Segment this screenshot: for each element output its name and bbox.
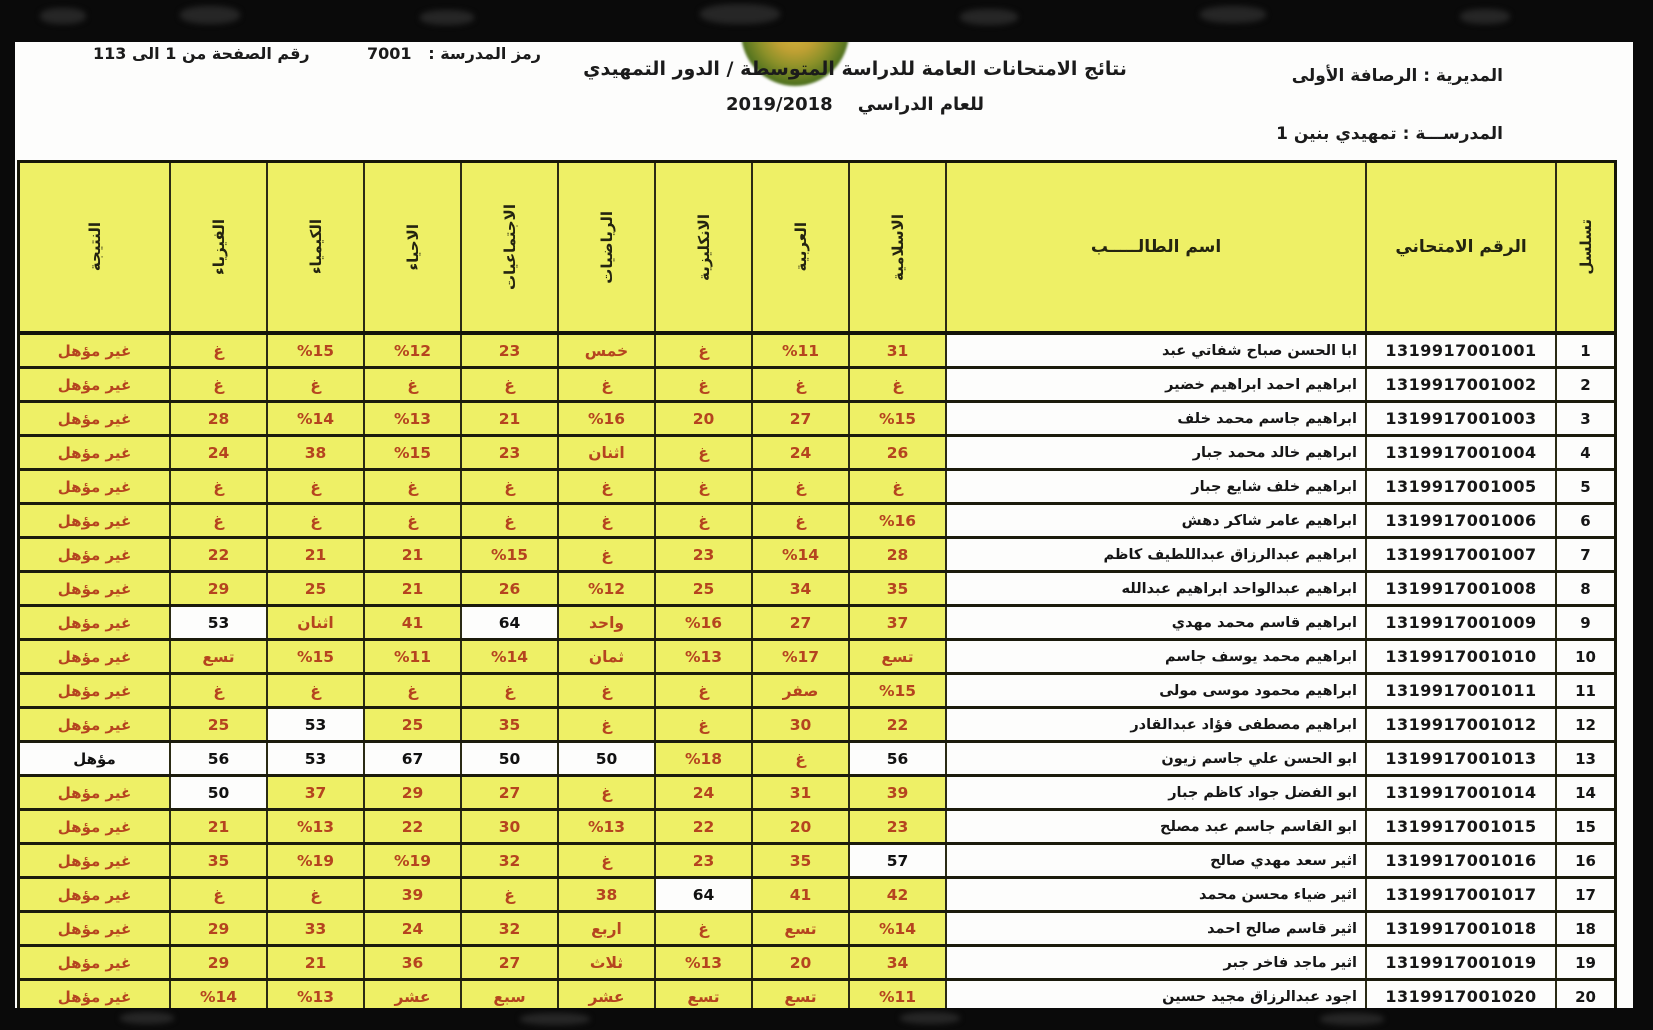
serial-cell: 12 bbox=[1557, 709, 1614, 740]
exam-number-cell: 1319917001003 bbox=[1367, 403, 1557, 434]
serial-cell: 10 bbox=[1557, 641, 1614, 672]
grade-cell-chemistry: 53 bbox=[268, 743, 365, 774]
grade-cell-physics: 21 bbox=[171, 811, 268, 842]
exam-number-cell: 1319917001018 bbox=[1367, 913, 1557, 944]
student-name-cell: ابو الحسن علي جاسم زيون bbox=[947, 743, 1367, 774]
grade-cell-arabic: تسع bbox=[753, 981, 850, 1008]
grade-cell-arabic: 34 bbox=[753, 573, 850, 604]
grade-cell-social: غ bbox=[462, 879, 559, 910]
student-name-cell: اثير سعد مهدي صالح bbox=[947, 845, 1367, 876]
exam-number-cell: 1319917001005 bbox=[1367, 471, 1557, 502]
table-row bbox=[20, 811, 1614, 845]
grade-cell-biology: غ bbox=[365, 675, 462, 706]
serial-cell: 5 bbox=[1557, 471, 1614, 502]
grade-cell-chemistry: غ bbox=[268, 675, 365, 706]
student-name-cell: ابراهيم عبدالواحد ابراهيم عبدالله bbox=[947, 573, 1367, 604]
result-cell: غير مؤهل bbox=[20, 811, 171, 842]
grade-cell-islamic: 28 bbox=[850, 539, 947, 570]
grade-cell-social: 64 bbox=[462, 607, 559, 638]
grade-cell-islamic: 42 bbox=[850, 879, 947, 910]
grade-cell-social: 50 bbox=[462, 743, 559, 774]
table-row bbox=[20, 437, 1614, 471]
exam-number-cell: 1319917001010 bbox=[1367, 641, 1557, 672]
table-row bbox=[20, 913, 1614, 947]
grade-cell-social: 21 bbox=[462, 403, 559, 434]
grade-cell-physics: 56 bbox=[171, 743, 268, 774]
result-cell: غير مؤهل bbox=[20, 437, 171, 468]
grade-cell-chemistry: %13 bbox=[268, 981, 365, 1008]
serial-cell: 6 bbox=[1557, 505, 1614, 536]
header-exam-number: الرقم الامتحاني bbox=[1367, 163, 1557, 331]
grade-cell-math: غ bbox=[559, 845, 656, 876]
result-cell: غير مؤهل bbox=[20, 539, 171, 570]
academic-year-value: 2019/2018 bbox=[725, 94, 833, 115]
page-title: نتائج الامتحانات العامة للدراسة المتوسطة / الدور التمهيدي bbox=[583, 58, 1127, 80]
grade-cell-islamic: 39 bbox=[850, 777, 947, 808]
header-subject-biology: الاحياء bbox=[365, 163, 462, 331]
grade-cell-physics: 53 bbox=[171, 607, 268, 638]
result-cell: غير مؤهل bbox=[20, 471, 171, 502]
result-cell: غير مؤهل bbox=[20, 981, 171, 1008]
grade-cell-arabic: 20 bbox=[753, 947, 850, 978]
result-cell: غير مؤهل bbox=[20, 607, 171, 638]
serial-cell: 20 bbox=[1557, 981, 1614, 1008]
grade-cell-physics: غ bbox=[171, 505, 268, 536]
student-name-cell: ابراهيم احمد ابراهيم خضير bbox=[947, 369, 1367, 400]
grade-cell-math: اربع bbox=[559, 913, 656, 944]
exam-number-cell: 1319917001004 bbox=[1367, 437, 1557, 468]
grade-cell-biology: 67 bbox=[365, 743, 462, 774]
header-subject-arabic: العربية bbox=[753, 163, 850, 331]
table-row bbox=[20, 845, 1614, 879]
grade-cell-islamic: 26 bbox=[850, 437, 947, 468]
grade-cell-islamic: غ bbox=[850, 369, 947, 400]
grade-cell-english: غ bbox=[656, 437, 753, 468]
grade-cell-physics: غ bbox=[171, 369, 268, 400]
table-row bbox=[20, 981, 1614, 1008]
grade-cell-biology: 21 bbox=[365, 539, 462, 570]
serial-cell: 18 bbox=[1557, 913, 1614, 944]
table-row bbox=[20, 369, 1614, 403]
grade-cell-social: 23 bbox=[462, 335, 559, 366]
grade-cell-chemistry: 25 bbox=[268, 573, 365, 604]
grade-cell-math: غ bbox=[559, 471, 656, 502]
result-cell: غير مؤهل bbox=[20, 403, 171, 434]
grade-cell-islamic: 31 bbox=[850, 335, 947, 366]
student-name-cell: ابراهيم عبدالرزاق عبداللطيف كاظم bbox=[947, 539, 1367, 570]
grade-cell-social: 32 bbox=[462, 845, 559, 876]
grade-cell-islamic: %15 bbox=[850, 675, 947, 706]
grade-cell-english: 20 bbox=[656, 403, 753, 434]
table-row bbox=[20, 743, 1614, 777]
grade-cell-math: غ bbox=[559, 369, 656, 400]
header-result: النتيجة bbox=[20, 163, 171, 331]
page-number-text: رقم الصفحة من 1 الى 113 bbox=[93, 44, 310, 63]
grade-cell-english: %13 bbox=[656, 947, 753, 978]
student-name-cell: ابراهيم محمود موسى مولى bbox=[947, 675, 1367, 706]
grade-cell-social: 32 bbox=[462, 913, 559, 944]
grade-cell-math: ثلاث bbox=[559, 947, 656, 978]
results-page bbox=[15, 42, 1633, 1008]
grade-cell-islamic: %16 bbox=[850, 505, 947, 536]
grade-cell-biology: %12 bbox=[365, 335, 462, 366]
header-subject-physics: الفيزياء bbox=[171, 163, 268, 331]
grade-cell-arabic: 24 bbox=[753, 437, 850, 468]
serial-cell: 2 bbox=[1557, 369, 1614, 400]
grade-cell-chemistry: غ bbox=[268, 369, 365, 400]
exam-number-cell: 1319917001001 bbox=[1367, 335, 1557, 366]
grade-cell-english: غ bbox=[656, 471, 753, 502]
student-name-cell: ابراهيم محمد يوسف جاسم bbox=[947, 641, 1367, 672]
grade-cell-biology: %15 bbox=[365, 437, 462, 468]
grade-cell-social: %14 bbox=[462, 641, 559, 672]
grade-cell-physics: 35 bbox=[171, 845, 268, 876]
table-row bbox=[20, 709, 1614, 743]
table-row bbox=[20, 879, 1614, 913]
grade-cell-arabic: %17 bbox=[753, 641, 850, 672]
grade-cell-biology: 41 bbox=[365, 607, 462, 638]
student-name-cell: ابراهيم قاسم محمد مهدي bbox=[947, 607, 1367, 638]
grade-cell-english: غ bbox=[656, 369, 753, 400]
grade-cell-arabic: غ bbox=[753, 369, 850, 400]
student-name-cell: ابراهيم مصطفى فؤاد عبدالقادر bbox=[947, 709, 1367, 740]
grade-cell-biology: 39 bbox=[365, 879, 462, 910]
grade-cell-math: %12 bbox=[559, 573, 656, 604]
grade-cell-chemistry: اثنان bbox=[268, 607, 365, 638]
grade-cell-social: 27 bbox=[462, 777, 559, 808]
grade-cell-biology: 21 bbox=[365, 573, 462, 604]
serial-cell: 9 bbox=[1557, 607, 1614, 638]
result-cell: غير مؤهل bbox=[20, 573, 171, 604]
grade-cell-social: 30 bbox=[462, 811, 559, 842]
grade-cell-chemistry: غ bbox=[268, 505, 365, 536]
grade-cell-chemistry: غ bbox=[268, 879, 365, 910]
grade-cell-islamic: تسع bbox=[850, 641, 947, 672]
grade-cell-biology: %19 bbox=[365, 845, 462, 876]
table-row bbox=[20, 607, 1614, 641]
school-code-label: رمز المدرسة : bbox=[428, 44, 541, 63]
serial-cell: 8 bbox=[1557, 573, 1614, 604]
exam-number-cell: 1319917001009 bbox=[1367, 607, 1557, 638]
grade-cell-chemistry: 37 bbox=[268, 777, 365, 808]
grade-cell-physics: %14 bbox=[171, 981, 268, 1008]
grade-cell-english: 22 bbox=[656, 811, 753, 842]
grade-cell-chemistry: %13 bbox=[268, 811, 365, 842]
exam-number-cell: 1319917001020 bbox=[1367, 981, 1557, 1008]
grade-cell-biology: عشر bbox=[365, 981, 462, 1008]
header-subject-math: الرياضيات bbox=[559, 163, 656, 331]
grade-cell-biology: %11 bbox=[365, 641, 462, 672]
grade-cell-math: 50 bbox=[559, 743, 656, 774]
grade-cell-islamic: 35 bbox=[850, 573, 947, 604]
header-subject-english: الانكليزية bbox=[656, 163, 753, 331]
exam-number-cell: 1319917001014 bbox=[1367, 777, 1557, 808]
header-student-name: اسم الطالـــــب bbox=[947, 163, 1367, 331]
results-table bbox=[17, 160, 1617, 1008]
result-cell: غير مؤهل bbox=[20, 505, 171, 536]
grade-cell-math: %16 bbox=[559, 403, 656, 434]
grade-cell-english: %18 bbox=[656, 743, 753, 774]
table-row bbox=[20, 471, 1614, 505]
grade-cell-islamic: %11 bbox=[850, 981, 947, 1008]
grade-cell-math: خمس bbox=[559, 335, 656, 366]
academic-year-line bbox=[535, 94, 1175, 115]
grade-cell-arabic: 27 bbox=[753, 403, 850, 434]
serial-cell: 13 bbox=[1557, 743, 1614, 774]
result-cell: غير مؤهل bbox=[20, 845, 171, 876]
grade-cell-biology: 29 bbox=[365, 777, 462, 808]
exam-number-cell: 1319917001013 bbox=[1367, 743, 1557, 774]
grade-cell-english: %16 bbox=[656, 607, 753, 638]
table-row bbox=[20, 947, 1614, 981]
grade-cell-biology: 24 bbox=[365, 913, 462, 944]
exam-number-cell: 1319917001006 bbox=[1367, 505, 1557, 536]
result-cell: مؤهل bbox=[20, 743, 171, 774]
grade-cell-social: 35 bbox=[462, 709, 559, 740]
grade-cell-english: 64 bbox=[656, 879, 753, 910]
grade-cell-math: 38 bbox=[559, 879, 656, 910]
grade-cell-math: اثنان bbox=[559, 437, 656, 468]
grade-cell-arabic: 31 bbox=[753, 777, 850, 808]
grade-cell-english: 23 bbox=[656, 539, 753, 570]
grade-cell-math: عشر bbox=[559, 981, 656, 1008]
grade-cell-arabic: 41 bbox=[753, 879, 850, 910]
grade-cell-islamic: 37 bbox=[850, 607, 947, 638]
table-row bbox=[20, 335, 1614, 369]
student-name-cell: ابراهيم عامر شاكر دهش bbox=[947, 505, 1367, 536]
result-cell: غير مؤهل bbox=[20, 879, 171, 910]
grade-cell-english: غ bbox=[656, 913, 753, 944]
grade-cell-arabic: 35 bbox=[753, 845, 850, 876]
grade-cell-biology: 25 bbox=[365, 709, 462, 740]
grade-cell-social: سبع bbox=[462, 981, 559, 1008]
serial-cell: 1 bbox=[1557, 335, 1614, 366]
grade-cell-islamic: 22 bbox=[850, 709, 947, 740]
school-code bbox=[367, 44, 541, 63]
result-cell: غير مؤهل bbox=[20, 369, 171, 400]
grade-cell-math: غ bbox=[559, 539, 656, 570]
student-name-cell: اثير ضياء محسن محمد bbox=[947, 879, 1367, 910]
grade-cell-math: غ bbox=[559, 777, 656, 808]
grade-cell-social: 23 bbox=[462, 437, 559, 468]
grade-cell-math: غ bbox=[559, 709, 656, 740]
grade-cell-islamic: %14 bbox=[850, 913, 947, 944]
grade-cell-physics: 24 bbox=[171, 437, 268, 468]
grade-cell-biology: غ bbox=[365, 471, 462, 502]
serial-cell: 16 bbox=[1557, 845, 1614, 876]
grade-cell-social: 27 bbox=[462, 947, 559, 978]
serial-cell: 19 bbox=[1557, 947, 1614, 978]
serial-cell: 15 bbox=[1557, 811, 1614, 842]
grade-cell-social: غ bbox=[462, 471, 559, 502]
result-cell: غير مؤهل bbox=[20, 675, 171, 706]
grade-cell-math: %13 bbox=[559, 811, 656, 842]
grade-cell-chemistry: غ bbox=[268, 471, 365, 502]
student-name-cell: ابو الفضل جواد كاظم جبار bbox=[947, 777, 1367, 808]
grade-cell-english: غ bbox=[656, 505, 753, 536]
grade-cell-english: 25 bbox=[656, 573, 753, 604]
school-code-value: 7001 bbox=[367, 44, 412, 63]
grade-cell-arabic: 20 bbox=[753, 811, 850, 842]
grade-cell-math: ثمان bbox=[559, 641, 656, 672]
directorate-line: المديرية : الرصافة الأولى bbox=[1291, 66, 1503, 86]
grade-cell-math: غ bbox=[559, 505, 656, 536]
result-cell: غير مؤهل bbox=[20, 641, 171, 672]
header-subject-islamic: الاسلامية bbox=[850, 163, 947, 331]
result-cell: غير مؤهل bbox=[20, 913, 171, 944]
grade-cell-arabic: غ bbox=[753, 471, 850, 502]
exam-number-cell: 1319917001007 bbox=[1367, 539, 1557, 570]
grade-cell-arabic: تسع bbox=[753, 913, 850, 944]
academic-year-label: للعام الدراسي bbox=[857, 94, 985, 115]
grade-cell-chemistry: 53 bbox=[268, 709, 365, 740]
header-serial: تسلسل bbox=[1557, 163, 1614, 331]
grade-cell-english: غ bbox=[656, 709, 753, 740]
grade-cell-chemistry: 21 bbox=[268, 539, 365, 570]
result-cell: غير مؤهل bbox=[20, 777, 171, 808]
grade-cell-arabic: 30 bbox=[753, 709, 850, 740]
grade-cell-social: %15 bbox=[462, 539, 559, 570]
grade-cell-physics: غ bbox=[171, 879, 268, 910]
grade-cell-physics: غ bbox=[171, 471, 268, 502]
student-name-cell: ابراهيم خلف شايع جبار bbox=[947, 471, 1367, 502]
grade-cell-social: غ bbox=[462, 675, 559, 706]
grade-cell-social: غ bbox=[462, 505, 559, 536]
exam-number-cell: 1319917001019 bbox=[1367, 947, 1557, 978]
exam-number-cell: 1319917001016 bbox=[1367, 845, 1557, 876]
student-name-cell: اثير قاسم صالح احمد bbox=[947, 913, 1367, 944]
grade-cell-physics: 29 bbox=[171, 913, 268, 944]
grade-cell-english: غ bbox=[656, 675, 753, 706]
serial-cell: 3 bbox=[1557, 403, 1614, 434]
grade-cell-physics: 22 bbox=[171, 539, 268, 570]
table-row bbox=[20, 573, 1614, 607]
grade-cell-english: 23 bbox=[656, 845, 753, 876]
table-row bbox=[20, 505, 1614, 539]
table-header-row bbox=[20, 163, 1614, 335]
serial-cell: 17 bbox=[1557, 879, 1614, 910]
grade-cell-islamic: 56 bbox=[850, 743, 947, 774]
result-cell: غير مؤهل bbox=[20, 335, 171, 366]
grade-cell-chemistry: 21 bbox=[268, 947, 365, 978]
grade-cell-physics: 50 bbox=[171, 777, 268, 808]
grade-cell-physics: غ bbox=[171, 335, 268, 366]
grade-cell-islamic: 57 bbox=[850, 845, 947, 876]
student-name-cell: ابا الحسن صباح شفاتي عبد bbox=[947, 335, 1367, 366]
grade-cell-math: واحد bbox=[559, 607, 656, 638]
grade-cell-physics: 29 bbox=[171, 573, 268, 604]
grade-cell-chemistry: 38 bbox=[268, 437, 365, 468]
student-name-cell: اثير ماجد فاخر جبر bbox=[947, 947, 1367, 978]
grade-cell-chemistry: %19 bbox=[268, 845, 365, 876]
serial-cell: 11 bbox=[1557, 675, 1614, 706]
grade-cell-social: غ bbox=[462, 369, 559, 400]
grade-cell-math: غ bbox=[559, 675, 656, 706]
result-cell: غير مؤهل bbox=[20, 709, 171, 740]
grade-cell-chemistry: %15 bbox=[268, 335, 365, 366]
grade-cell-arabic: 27 bbox=[753, 607, 850, 638]
student-name-cell: اجود عبدالرزاق مجيد حسين bbox=[947, 981, 1367, 1008]
exam-number-cell: 1319917001008 bbox=[1367, 573, 1557, 604]
exam-number-cell: 1319917001017 bbox=[1367, 879, 1557, 910]
grade-cell-biology: 22 bbox=[365, 811, 462, 842]
grade-cell-islamic: 34 bbox=[850, 947, 947, 978]
table-row bbox=[20, 675, 1614, 709]
grade-cell-biology: %13 bbox=[365, 403, 462, 434]
grade-cell-chemistry: %14 bbox=[268, 403, 365, 434]
grade-cell-physics: غ bbox=[171, 675, 268, 706]
grade-cell-islamic: %15 bbox=[850, 403, 947, 434]
grade-cell-arabic: غ bbox=[753, 743, 850, 774]
grade-cell-physics: تسع bbox=[171, 641, 268, 672]
grade-cell-english: %13 bbox=[656, 641, 753, 672]
grade-cell-arabic: %14 bbox=[753, 539, 850, 570]
exam-number-cell: 1319917001015 bbox=[1367, 811, 1557, 842]
grade-cell-arabic: غ bbox=[753, 505, 850, 536]
grade-cell-biology: غ bbox=[365, 505, 462, 536]
exam-number-cell: 1319917001012 bbox=[1367, 709, 1557, 740]
header-subject-chemistry: الكيمياء bbox=[268, 163, 365, 331]
exam-number-cell: 1319917001002 bbox=[1367, 369, 1557, 400]
student-name-cell: ابو القاسم جاسم عبد مصلح bbox=[947, 811, 1367, 842]
grade-cell-english: 24 bbox=[656, 777, 753, 808]
grade-cell-biology: غ bbox=[365, 369, 462, 400]
grade-cell-physics: 29 bbox=[171, 947, 268, 978]
student-name-cell: ابراهيم خالد محمد جبار bbox=[947, 437, 1367, 468]
grade-cell-biology: 36 bbox=[365, 947, 462, 978]
table-row bbox=[20, 539, 1614, 573]
table-row bbox=[20, 777, 1614, 811]
grade-cell-physics: 28 bbox=[171, 403, 268, 434]
serial-cell: 14 bbox=[1557, 777, 1614, 808]
grade-cell-physics: 25 bbox=[171, 709, 268, 740]
grade-cell-english: تسع bbox=[656, 981, 753, 1008]
school-line: المدرســـة : تمهيدي بنين 1 bbox=[1276, 124, 1503, 144]
grade-cell-islamic: غ bbox=[850, 471, 947, 502]
exam-number-cell: 1319917001011 bbox=[1367, 675, 1557, 706]
grade-cell-social: 26 bbox=[462, 573, 559, 604]
grade-cell-chemistry: 33 bbox=[268, 913, 365, 944]
grade-cell-arabic: %11 bbox=[753, 335, 850, 366]
header-subject-social: الاجتماعيات bbox=[462, 163, 559, 331]
grade-cell-chemistry: %15 bbox=[268, 641, 365, 672]
table-body bbox=[20, 335, 1614, 1008]
grade-cell-islamic: 23 bbox=[850, 811, 947, 842]
table-row bbox=[20, 403, 1614, 437]
table-row bbox=[20, 641, 1614, 675]
result-cell: غير مؤهل bbox=[20, 947, 171, 978]
student-name-cell: ابراهيم جاسم محمد خلف bbox=[947, 403, 1367, 434]
grade-cell-arabic: صفر bbox=[753, 675, 850, 706]
grade-cell-english: غ bbox=[656, 335, 753, 366]
serial-cell: 7 bbox=[1557, 539, 1614, 570]
serial-cell: 4 bbox=[1557, 437, 1614, 468]
